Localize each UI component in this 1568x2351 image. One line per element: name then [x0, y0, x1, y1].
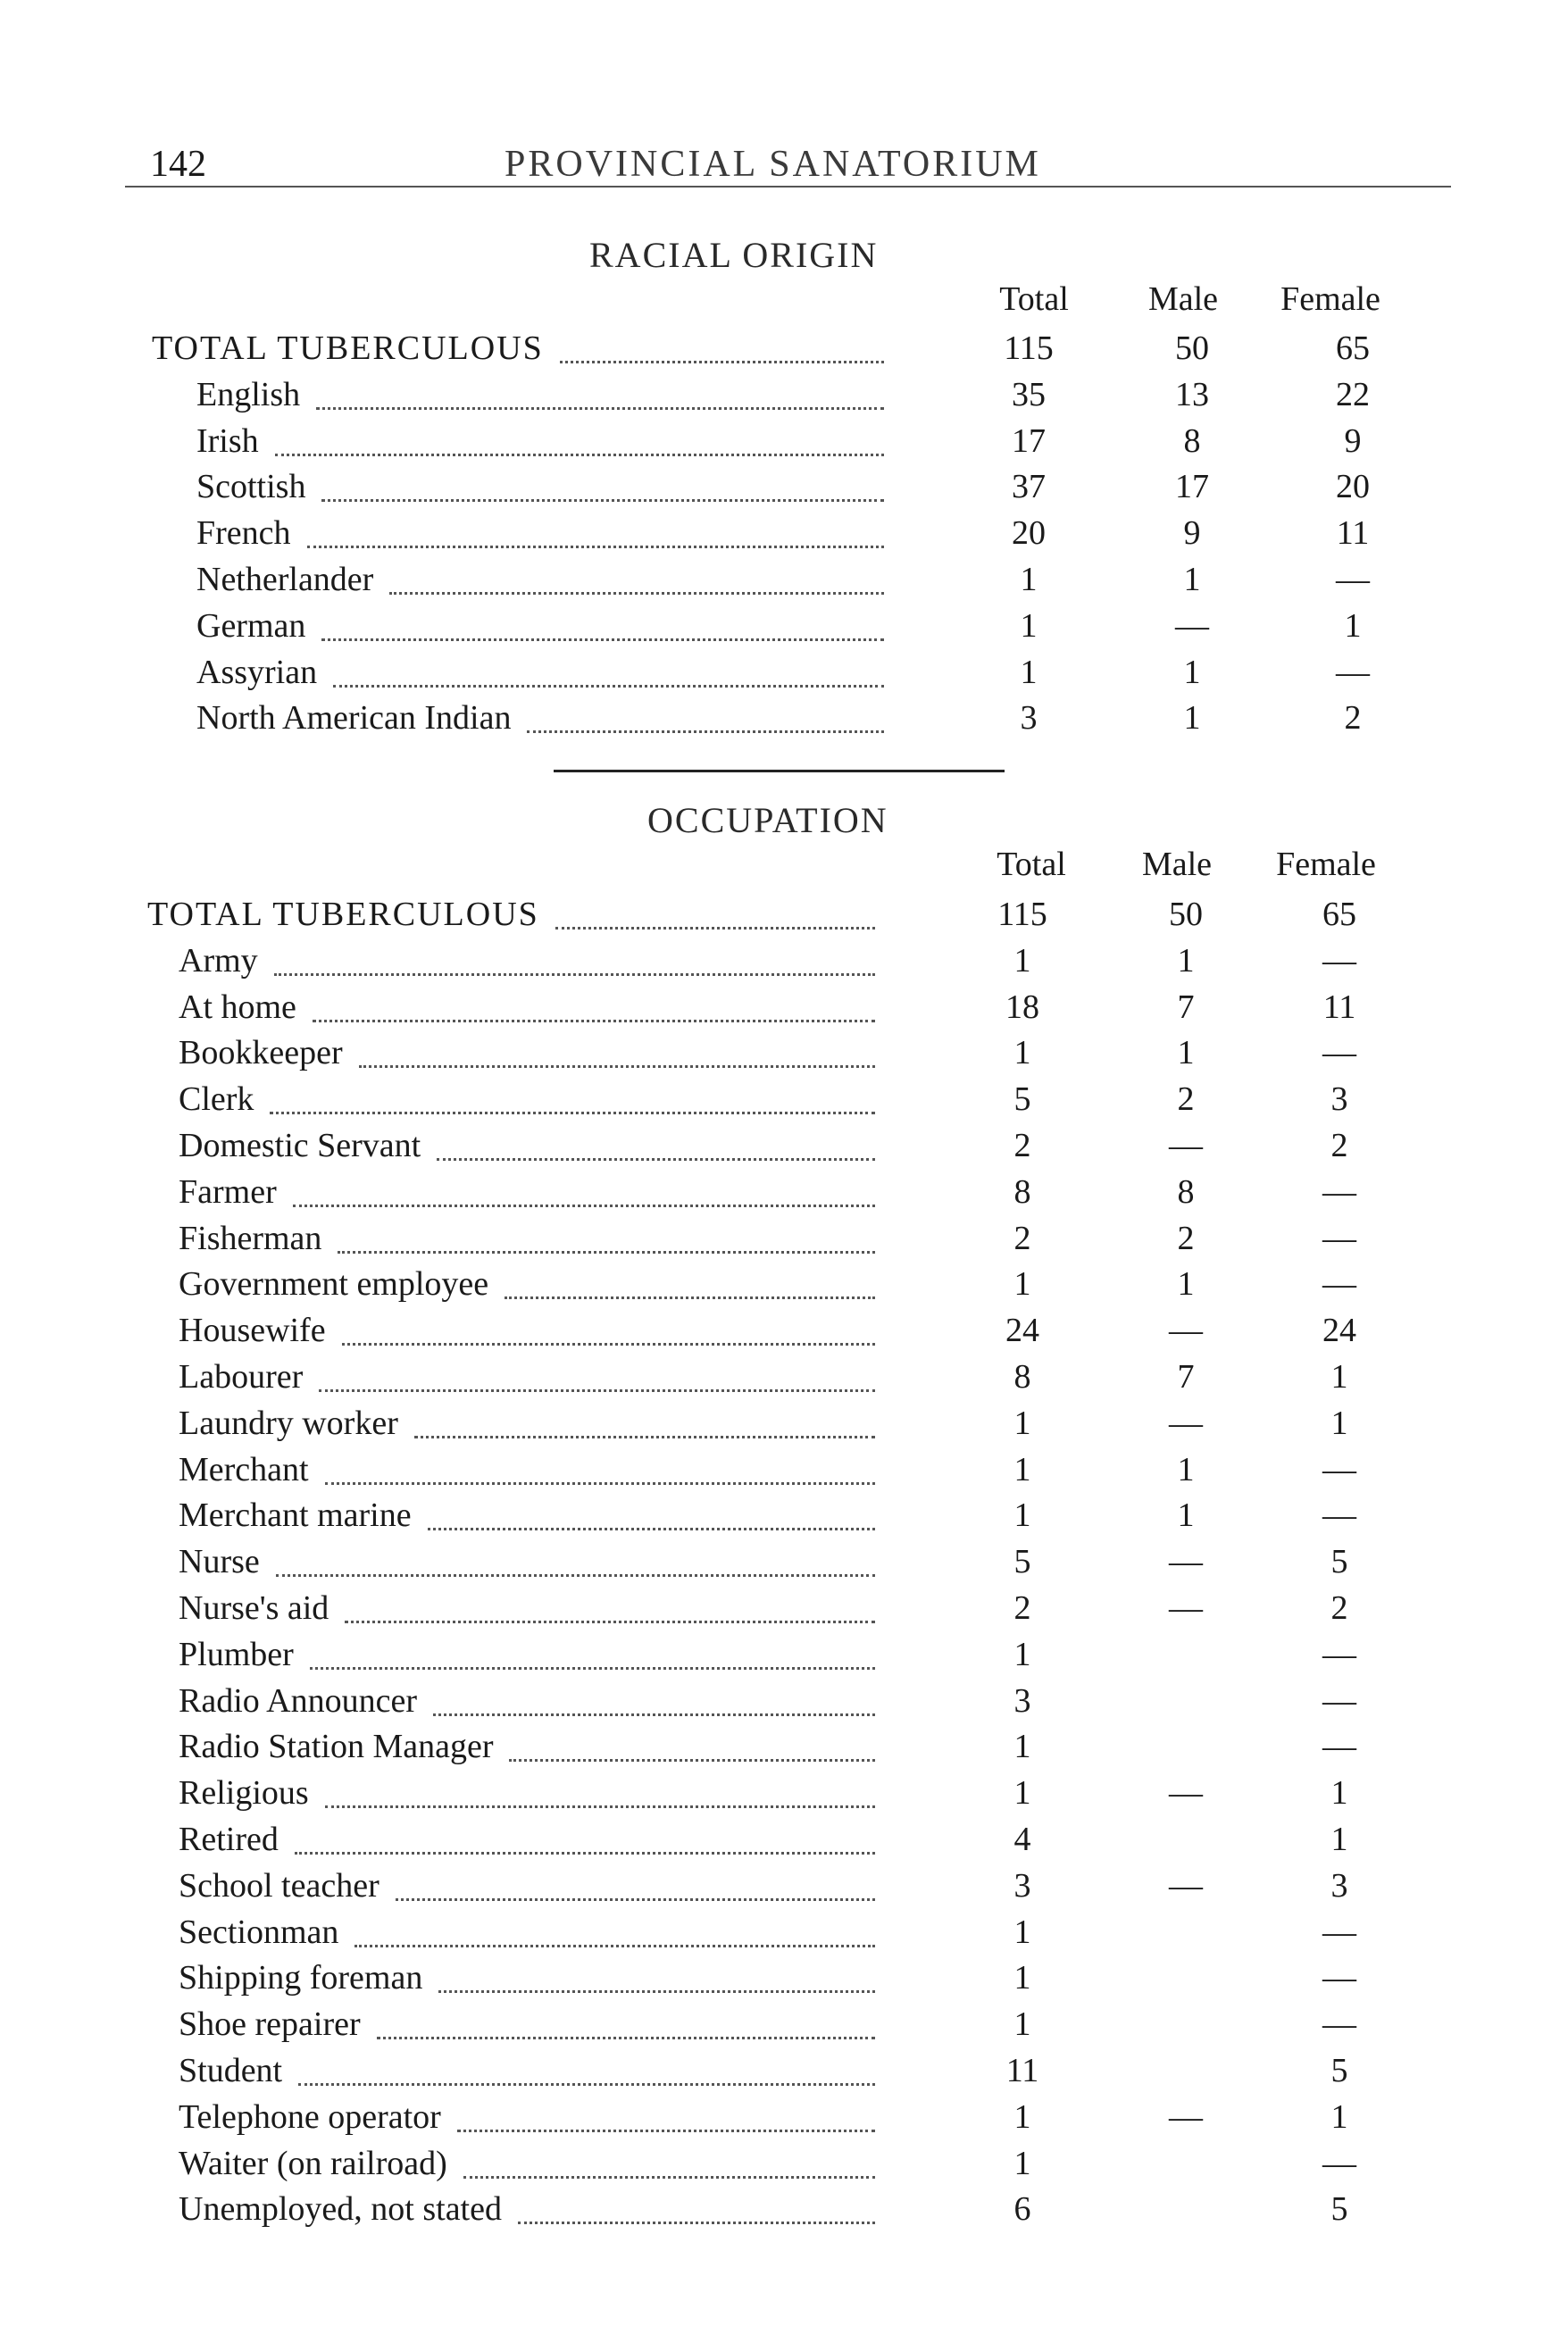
- cell-total: 1: [1013, 941, 1031, 980]
- row-label: Army: [179, 941, 258, 980]
- cell-female: 20: [1336, 468, 1370, 506]
- cell-total: 2: [1013, 1219, 1031, 1257]
- row-label: French: [196, 514, 291, 553]
- running-title: PROVINCIAL SANATORIUM: [505, 144, 1041, 185]
- table-row: [0, 1635, 1568, 1681]
- cell-female: —: [1322, 1635, 1356, 1673]
- cell-male: 1: [1183, 699, 1201, 738]
- table-row: [0, 375, 1568, 421]
- row-label: Retired: [179, 1821, 279, 1858]
- cell-male: —: [1175, 606, 1209, 645]
- table-row: [0, 1681, 1568, 1728]
- row-label: Nurse: [179, 1543, 260, 1581]
- row-label: North American Indian: [196, 699, 512, 738]
- cell-total: 1: [1013, 1450, 1031, 1488]
- cell-total: 1: [1020, 653, 1038, 691]
- dot-leader: [555, 927, 875, 930]
- dot-leader: [298, 2083, 875, 2086]
- cell-total: 8: [1013, 1172, 1031, 1211]
- cell-total: 1: [1013, 1034, 1031, 1072]
- cell-female: —: [1322, 1219, 1356, 1257]
- cell-total: 2: [1013, 1127, 1031, 1164]
- row-label: Plumber: [179, 1635, 294, 1673]
- dot-leader: [359, 1065, 875, 1068]
- dot-leader: [463, 2176, 875, 2179]
- dot-leader: [518, 2222, 875, 2224]
- cell-total: 115: [997, 896, 1047, 933]
- dot-leader: [396, 1898, 875, 1901]
- cell-total: 24: [1005, 1312, 1039, 1350]
- row-label: Clerk: [179, 1080, 254, 1119]
- dot-leader: [276, 1574, 875, 1577]
- cell-male: —: [1169, 1774, 1203, 1813]
- cell-total: 11: [1005, 2052, 1039, 2089]
- cell-male: 7: [1177, 988, 1195, 1026]
- dot-leader: [389, 592, 884, 595]
- dot-leader: [345, 1621, 875, 1623]
- cell-total: 1: [1013, 2144, 1031, 2182]
- row-label: TOTAL TUBERCULOUS: [152, 329, 544, 367]
- occupation-total-header: Total: [997, 846, 1066, 883]
- cell-female: 9: [1344, 421, 1362, 460]
- row-label: Fisherman: [179, 1219, 322, 1257]
- dot-leader: [527, 730, 884, 733]
- table-row: [0, 698, 1568, 745]
- racial-total-header: Total: [999, 280, 1069, 318]
- cell-male: —: [1169, 1589, 1203, 1627]
- table-row: [0, 1219, 1568, 1265]
- cell-total: 1: [1013, 1265, 1031, 1304]
- cell-male: 1: [1177, 941, 1195, 980]
- cell-male: —: [1169, 1866, 1203, 1905]
- cell-female: —: [1322, 1728, 1356, 1766]
- cell-total: 1: [1013, 2097, 1031, 2136]
- cell-female: —: [1322, 2005, 1356, 2044]
- cell-male: 1: [1183, 561, 1201, 598]
- cell-male: 8: [1177, 1172, 1195, 1211]
- cell-total: 1: [1013, 1913, 1031, 1951]
- cell-male: 1: [1177, 1265, 1195, 1304]
- table-row: [0, 1496, 1568, 1542]
- table-row: [0, 2005, 1568, 2051]
- row-label: Sectionman: [179, 1913, 339, 1951]
- dot-leader: [433, 1713, 875, 1716]
- row-label: Unemployed, not stated: [179, 2190, 502, 2229]
- cell-female: 5: [1330, 1543, 1348, 1581]
- table-row: [0, 1404, 1568, 1450]
- cell-female: 22: [1336, 375, 1370, 413]
- cell-total: 1: [1013, 1959, 1031, 1997]
- dot-leader: [338, 1251, 875, 1254]
- row-label: Labourer: [179, 1358, 304, 1396]
- page-header: [0, 0, 1568, 214]
- row-label: TOTAL TUBERCULOUS: [147, 896, 539, 933]
- cell-total: 1: [1013, 1496, 1031, 1535]
- cell-total: 35: [1012, 375, 1046, 413]
- row-label: Assyrian: [196, 653, 318, 691]
- cell-male: 8: [1183, 421, 1201, 460]
- cell-total: 1: [1020, 561, 1038, 598]
- cell-female: 3: [1330, 1866, 1348, 1905]
- table-row: [0, 2189, 1568, 2236]
- table-row: [0, 2051, 1568, 2097]
- cell-male: —: [1169, 1543, 1203, 1581]
- cell-total: 3: [1013, 1681, 1031, 1720]
- dot-leader: [325, 1482, 875, 1485]
- table-row: [0, 1311, 1568, 1357]
- cell-total: 18: [1005, 988, 1039, 1026]
- cell-total: 5: [1013, 1080, 1031, 1119]
- cell-total: 1: [1013, 1635, 1031, 1673]
- table-row: [0, 606, 1568, 653]
- row-label: Domestic Servant: [179, 1127, 421, 1164]
- dot-leader: [307, 546, 884, 548]
- table-row: [0, 1913, 1568, 1959]
- cell-female: 2: [1344, 699, 1362, 738]
- row-label: Waiter (on railroad): [179, 2144, 447, 2182]
- table-row: [0, 467, 1568, 513]
- cell-total: 1: [1013, 1404, 1031, 1442]
- table-row: [0, 2144, 1568, 2190]
- cell-total: 1: [1013, 1728, 1031, 1766]
- row-label: Housewife: [179, 1312, 326, 1350]
- cell-total: 37: [1012, 468, 1046, 506]
- row-label: Student: [179, 2052, 283, 2089]
- cell-total: 3: [1020, 699, 1038, 738]
- cell-female: —: [1322, 1265, 1356, 1304]
- cell-female: —: [1322, 1913, 1356, 1951]
- cell-male: 7: [1177, 1358, 1195, 1396]
- table-row: [0, 2097, 1568, 2144]
- table-row: [0, 1264, 1568, 1311]
- dot-leader: [321, 638, 884, 641]
- table-row: [0, 653, 1568, 699]
- row-label: Merchant marine: [179, 1496, 412, 1535]
- table-row: [0, 421, 1568, 468]
- row-label: Religious: [179, 1774, 309, 1813]
- cell-female: 65: [1322, 896, 1356, 933]
- cell-female: 2: [1330, 1589, 1348, 1627]
- dot-leader: [274, 973, 875, 976]
- cell-female: 5: [1330, 2190, 1348, 2229]
- cell-total: 1: [1013, 2005, 1031, 2044]
- cell-total: 20: [1012, 514, 1046, 553]
- row-label: Radio Announcer: [179, 1681, 418, 1720]
- table-row: [0, 1126, 1568, 1172]
- dot-leader: [333, 685, 884, 688]
- dot-leader: [316, 407, 884, 410]
- total-row: [0, 329, 1568, 375]
- racial-male-header: Male: [1147, 280, 1219, 318]
- row-label: Merchant: [179, 1450, 309, 1488]
- table-row: [0, 1542, 1568, 1588]
- cell-male: 2: [1177, 1080, 1195, 1119]
- row-label: Nurse's aid: [179, 1589, 329, 1627]
- cell-male: 2: [1177, 1219, 1195, 1257]
- table-row: [0, 1727, 1568, 1773]
- table-row: [0, 1450, 1568, 1496]
- cell-female: 24: [1322, 1312, 1356, 1350]
- row-label: Shipping foreman: [179, 1959, 423, 1997]
- cell-total: 1: [1020, 606, 1038, 645]
- dot-leader: [437, 1158, 875, 1161]
- cell-total: 2: [1013, 1589, 1031, 1627]
- cell-female: 1: [1330, 1358, 1348, 1396]
- cell-female: 5: [1330, 2052, 1348, 2089]
- cell-female: —: [1322, 1450, 1356, 1488]
- table-row: [0, 1172, 1568, 1219]
- table-row: [0, 941, 1568, 988]
- dot-leader: [275, 454, 884, 456]
- cell-female: —: [1322, 1172, 1356, 1211]
- dot-leader: [295, 1852, 875, 1855]
- row-label: School teacher: [179, 1866, 379, 1905]
- dot-leader: [310, 1667, 875, 1670]
- row-label: Scottish: [196, 468, 306, 506]
- cell-male: —: [1169, 1127, 1203, 1164]
- cell-female: —: [1322, 1681, 1356, 1720]
- table-row: [0, 1958, 1568, 2005]
- total-row: [0, 895, 1568, 941]
- cell-male: 13: [1175, 375, 1209, 413]
- table-row: [0, 1773, 1568, 1820]
- row-label: Bookkeeper: [179, 1034, 343, 1072]
- cell-male: 1: [1177, 1496, 1195, 1535]
- table-row: [0, 1820, 1568, 1866]
- header-rule: [125, 186, 1451, 188]
- dot-leader: [414, 1436, 875, 1438]
- cell-female: —: [1336, 653, 1370, 691]
- dot-leader: [354, 1945, 875, 1947]
- section-divider: [554, 770, 1005, 772]
- table-row: [0, 560, 1568, 606]
- dot-leader: [293, 1205, 875, 1207]
- cell-female: 11: [1322, 988, 1356, 1026]
- row-label: Farmer: [179, 1172, 277, 1211]
- row-label: English: [196, 375, 301, 413]
- dot-leader: [270, 1112, 875, 1114]
- dot-leader: [505, 1296, 875, 1299]
- cell-total: 8: [1013, 1358, 1031, 1396]
- cell-male: 1: [1177, 1034, 1195, 1072]
- row-label: Laundry worker: [179, 1404, 398, 1442]
- cell-male: 9: [1183, 514, 1201, 553]
- row-label: At home: [179, 988, 296, 1026]
- cell-female: —: [1322, 1034, 1356, 1072]
- page-number: 142: [150, 144, 206, 185]
- cell-female: 11: [1336, 514, 1370, 553]
- dot-leader: [313, 1020, 875, 1022]
- table-row: [0, 988, 1568, 1034]
- occupation-heading: OCCUPATION: [647, 800, 888, 840]
- cell-total: 1: [1013, 1774, 1031, 1813]
- cell-male: 1: [1177, 1450, 1195, 1488]
- cell-female: —: [1322, 941, 1356, 980]
- table-row: [0, 1866, 1568, 1913]
- table-row: [0, 1588, 1568, 1635]
- cell-total: 5: [1013, 1543, 1031, 1581]
- cell-female: —: [1322, 1496, 1356, 1535]
- table-row: [0, 1080, 1568, 1126]
- cell-female: 1: [1344, 606, 1362, 645]
- dot-leader: [438, 1990, 875, 1993]
- row-label: German: [196, 606, 306, 645]
- row-label: Radio Station Manager: [179, 1728, 494, 1766]
- cell-male: 50: [1169, 896, 1203, 933]
- dot-leader: [325, 1805, 875, 1808]
- dot-leader: [560, 361, 884, 363]
- cell-male: 17: [1175, 468, 1209, 506]
- row-label: Shoe repairer: [179, 2005, 361, 2044]
- row-label: Telephone operator: [179, 2097, 441, 2136]
- cell-total: 3: [1013, 1866, 1031, 1905]
- cell-female: —: [1322, 2144, 1356, 2182]
- cell-female: —: [1336, 561, 1370, 598]
- dot-leader: [342, 1343, 875, 1346]
- row-label: Irish: [196, 421, 259, 460]
- dot-leader: [457, 2130, 875, 2132]
- table-row: [0, 1033, 1568, 1080]
- table-row: [0, 1357, 1568, 1404]
- cell-female: 1: [1330, 1774, 1348, 1813]
- dot-leader: [377, 2037, 875, 2039]
- cell-total: 17: [1012, 421, 1046, 460]
- cell-female: 3: [1330, 1080, 1348, 1119]
- cell-total: 115: [1004, 329, 1054, 367]
- racial-female-header: Female: [1280, 280, 1380, 318]
- dot-leader: [509, 1759, 875, 1762]
- row-label: Netherlander: [196, 561, 374, 598]
- dot-leader: [319, 1389, 875, 1392]
- table-row: [0, 513, 1568, 560]
- cell-male: 1: [1183, 653, 1201, 691]
- cell-total: 6: [1013, 2190, 1031, 2229]
- cell-female: 65: [1336, 329, 1370, 367]
- cell-male: —: [1169, 2097, 1203, 2136]
- cell-female: 1: [1330, 1821, 1348, 1858]
- cell-male: —: [1169, 1404, 1203, 1442]
- racial-origin-heading: RACIAL ORIGIN: [589, 235, 879, 275]
- dot-leader: [428, 1528, 875, 1530]
- cell-female: 2: [1330, 1127, 1348, 1164]
- cell-female: 1: [1330, 2097, 1348, 2136]
- cell-total: 4: [1013, 1821, 1031, 1858]
- cell-male: —: [1169, 1312, 1203, 1350]
- cell-female: —: [1322, 1959, 1356, 1997]
- row-label: Government employee: [179, 1265, 489, 1304]
- occupation-male-header: Male: [1141, 846, 1213, 883]
- occupation-female-header: Female: [1276, 846, 1376, 883]
- dot-leader: [321, 499, 884, 502]
- cell-female: 1: [1330, 1404, 1348, 1442]
- cell-male: 50: [1175, 329, 1209, 367]
